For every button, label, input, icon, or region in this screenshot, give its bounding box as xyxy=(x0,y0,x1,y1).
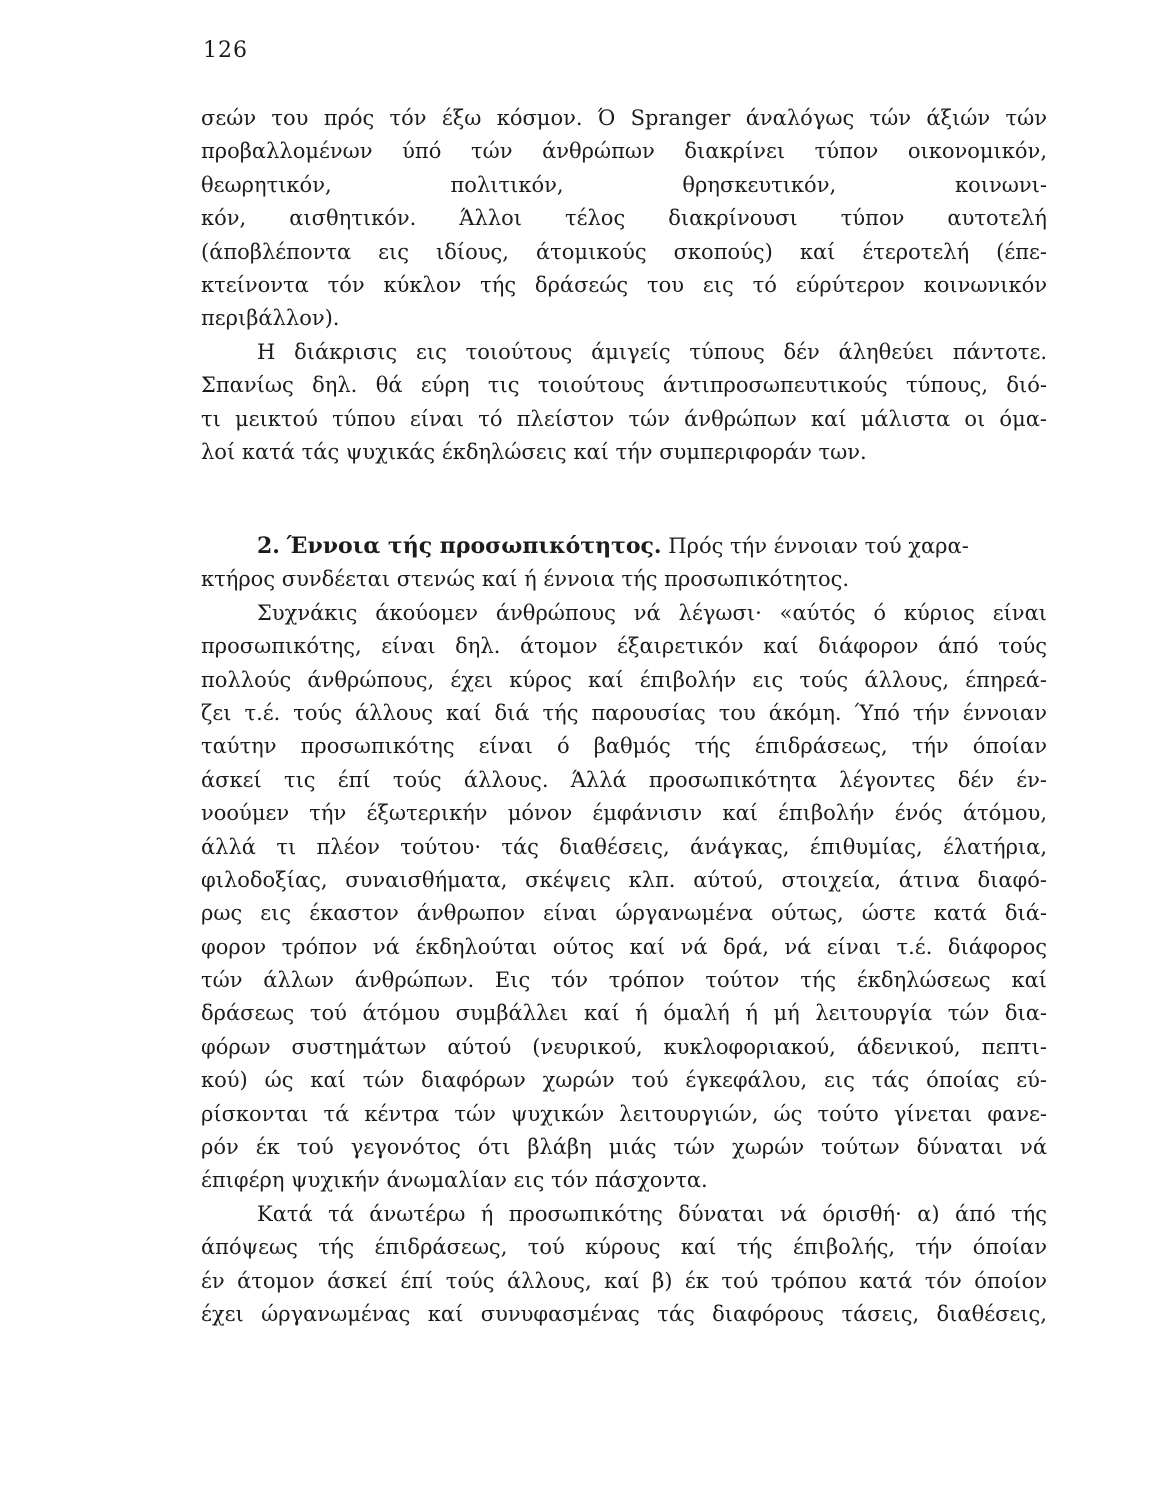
text-line: φόρων συστημάτων αύτού (νευρικού, κυκλοφοριακού, άδενικού, πεπτι- xyxy=(201,1034,1047,1059)
text-line: κτείνοντα τόν κύκλον τής δράσεώς του εις τό εύρύτερον κοινωνικόν xyxy=(201,272,1047,297)
text-line: τών άλλων άνθρώπων. Εις τόν τρόπον τούτον τής έκδηλώσεως καί xyxy=(201,968,1047,993)
text-line: ζει τ.έ. τούς άλλους καί διά τής παρουσίας του άκόμη. Ύπό τήν έννοιαν xyxy=(201,700,1047,725)
text-line: Κατά τά άνωτέρω ή προσωπικότης δύναται νά όρισθή· α) άπό τής xyxy=(257,1201,1047,1226)
section-title: Έννοια τής προσωπικότητος. xyxy=(286,533,662,559)
text-line: δράσεως τού άτόμου συμβάλλει καί ή όμαλή ή μή λειτουργία τών δια- xyxy=(201,1001,1047,1026)
paragraph-types xyxy=(201,102,1047,469)
text-line: ρως εις έκαστον άνθρωπον είναι ώργανωμένα ούτως, ώστε κατά διά- xyxy=(201,901,1047,926)
section-heading xyxy=(201,530,1047,563)
text-line: φιλοδοξίας, συναισθήματα, σκέψεις κλπ. αύτού, στοιχεία, άτινα διαφό- xyxy=(201,867,1047,892)
text-line: άπόψεως τής έπιδράσεως, τού κύρους καί τής έπιβολής, τήν όποίαν xyxy=(201,1235,1047,1260)
page-number: 126 xyxy=(203,38,248,63)
text-line: ρίσκονται τά κέντρα τών ψυχικών λειτουργιών, ώς τούτο γίνεται φανε- xyxy=(201,1101,1047,1126)
section-personality xyxy=(201,530,1047,1331)
text-line: σεών του πρός τόν έξω κόσμον. Ό Spranger άναλόγως τών άξιών τών xyxy=(201,106,1047,130)
text-line: ταύτην προσωπικότης είναι ό βαθμός τής έπιδράσεως, τήν όποίαν xyxy=(201,734,1047,759)
text-line: άλλά τι πλέον τούτου· τάς διαθέσεις, άνάγκας, έπιθυμίας, έλατήρια, xyxy=(201,834,1047,859)
text-line: νοούμεν τήν έξωτερικήν μόνον έμφάνισιν καί έπιβολήν ένός άτόμου, xyxy=(201,801,1047,826)
text-line: πολλούς άνθρώπους, έχει κύρος καί έπιβολήν εις τούς άλλους, έπηρεά- xyxy=(201,667,1047,692)
text-line: θεωρητικόν, πολιτικόν, θρησκευτικόν, κοινωνι- xyxy=(201,172,1047,197)
text-line: Σπανίως δηλ. θά εύρη τις τοιούτους άντιπροσωπευτικούς τύπους, διό- xyxy=(201,373,1047,398)
text-line: περιβάλλον). xyxy=(201,306,340,331)
text-line: ρόν έκ τού γεγονότος ότι βλάβη μιάς τών χωρών τούτων δύναται νά xyxy=(201,1135,1047,1160)
text-line: άσκεί τις έπί τούς άλλους. Άλλά προσωπικότητα λέγοντες δέν έν- xyxy=(201,767,1047,792)
text-line: (άποβλέποντα εις ιδίους, άτομικούς σκοπούς) καί έτεροτελή (έπε- xyxy=(201,239,1047,264)
text-line: φορον τρόπον νά έκδηλούται ούτος καί νά δρά, νά είναι τ.έ. διάφορος xyxy=(201,934,1047,959)
heading-tail-text: Πρός τήν έννοιαν τού χαρα- xyxy=(668,534,969,558)
text-line: κόν, αισθητικόν. Άλλοι τέλος διακρίνουσι τύπον αυτοτελή xyxy=(201,206,1047,231)
text-line: κτήρος συνδέεται στενώς καί ή έννοια τής προσωπικότητος. xyxy=(201,567,850,592)
text-line: τι μεικτού τύπου είναι τό πλείστον τών άνθρώπων καί μάλιστα οι όμα- xyxy=(201,406,1047,431)
text-line: κού) ώς καί τών διαφόρων χωρών τού έγκεφάλου, εις τάς όποίας εύ- xyxy=(201,1068,1047,1093)
text-line: προσωπικότης, είναι δηλ. άτομον έξαιρετικόν καί διάφορον άπό τούς xyxy=(201,634,1047,659)
text-line: προβαλλομένων ύπό τών άνθρώπων διακρίνει τύπον οικονομικόν, xyxy=(201,139,1047,164)
text-line: Συχνάκις άκούομεν άνθρώπους νά λέγωσι· «αύτός ό κύριος είναι xyxy=(257,600,1047,625)
text-line: Η διάκρισις εις τοιούτους άμιγείς τύπους δέν άληθεύει πάντοτε. xyxy=(257,339,1047,364)
text-line: έχει ώργανωμένας καί συνυφασμένας τάς διαφόρους τάσεις, διαθέσεις, xyxy=(201,1301,1047,1326)
section-number: 2. xyxy=(257,533,280,559)
text-line: έπιφέρη ψυχικήν άνωμαλίαν εις τόν πάσχοντα. xyxy=(201,1168,708,1193)
text-line: έν άτομον άσκεί έπί τούς άλλους, καί β) έκ τού τρόπου κατά τόν όποίον xyxy=(201,1268,1047,1293)
text-line: λοί κατά τάς ψυχικάς έκδηλώσεις καί τήν συμπεριφοράν των. xyxy=(201,439,867,464)
